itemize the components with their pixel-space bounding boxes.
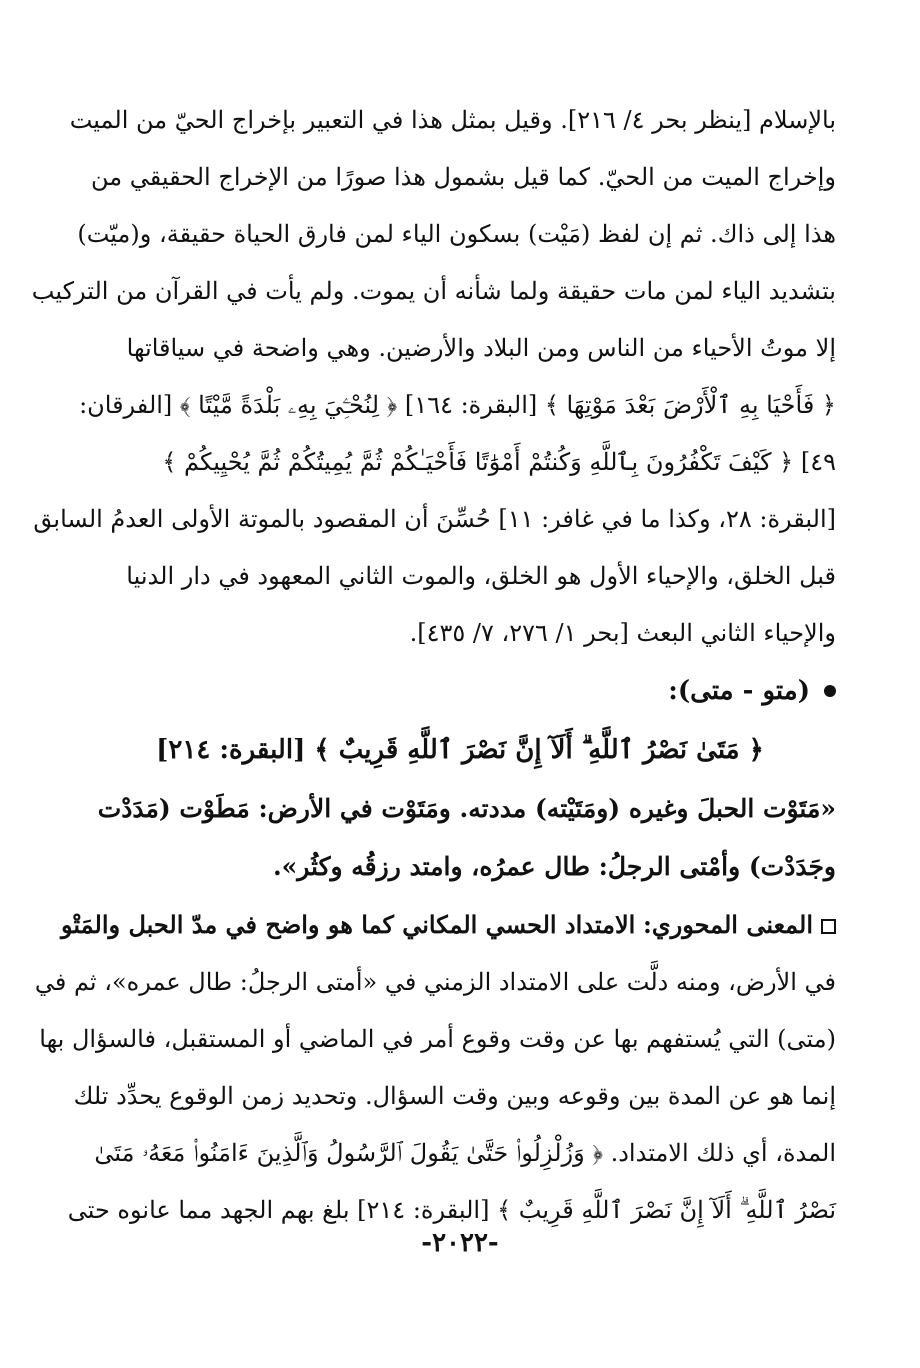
- text-line: إنما هو عن المدة بين وقوعه وبين وقت السؤال. وتحديد زمن الوقوع يحدِّد تلك: [73, 1082, 836, 1110]
- section-label: المعنى المحوري:: [642, 910, 813, 939]
- text-line: في الأرض، ومنه دلَّت على الامتداد الزمني في «أمتى الرجلُ: طال عمره»، ثم في: [34, 968, 836, 996]
- text-line-bold: الامتداد الحسي المكاني كما هو واضح في مدّ الحبل والمَتْو: [61, 910, 636, 939]
- verse-quote: ﴿ مَتَىٰ نَصْرُ ٱللَّهِ ۗ أَلَآ إِنَّ نَصْرَ ٱللَّهِ قَرِيبٌ ﴾ [البقرة: ٢١٤]: [156, 735, 764, 765]
- text-line: هذا إلى ذاك. ثم إن لفظ (مَيْت) بسكون الياء لمن فارق الحياة حقيقة، و(ميّت): [77, 220, 836, 248]
- text-line: [61, 896, 836, 954]
- text-line: ﴿ فَأَحْيَا بِهِ ٱلْأَرْضَ بَعْدَ مَوْتِهَا ﴾ [البقرة: ١٦٤] ﴿ لِنُحْـِۧيَ بِهِۦ بَلْدَةً مَّيْتًا ﴾ [الفرقان:: [79, 391, 836, 419]
- text-line: (متى) التي يُستفهم بها عن وقت وقوع أمر في الماضي أو المستقبل، فالسؤال بها: [39, 1025, 836, 1053]
- entry-heading-text: (متو - متى):: [668, 676, 810, 706]
- page-number: -٢٠٢٢-: [421, 1228, 499, 1258]
- text-line: «مَتَوْت الحبلَ وغيره (ومَتَيْته) مددته. ومَتَوْت في الأرض: مَطَوْت (مَدَدْت: [97, 794, 836, 823]
- text-line: [البقرة: ٢٨، وكذا ما في غافر: ١١] حُسِّنَ أن المقصود بالموتة الأولى العدمُ السابق: [33, 505, 836, 533]
- text-line: ٤٩] ﴿ كَيْفَ تَكْفُرُونَ بِٱللَّهِ وَكُنتُمْ أَمْوَٰتًا فَأَحْيَـٰكُمْ ثُمَّ يُمِيتُكُمْ ثُمَّ يُحْيِيكُمْ ﴾: [162, 448, 836, 476]
- text-line: نَصْرُ ٱللَّهِ ۗ أَلَآ إِنَّ نَصْرَ ٱللَّهِ قَرِيبٌ ﴾ [البقرة: ٢١٤] بلغ بهم الجهد مما عانوه حتى: [67, 1196, 836, 1224]
- square-bullet-icon: [821, 919, 836, 934]
- bullet-icon: [824, 685, 836, 697]
- lexical-definition: [84, 780, 836, 896]
- text-line: بتشديد الياء لمن مات حقيقة ولما شأنه أن يموت. ولم يأت في القرآن من التركيب: [31, 277, 836, 305]
- text-line: قبل الخلق، والإحياء الأول هو الخلق، والموت الثاني المعهود في دار الدنيا: [126, 562, 836, 590]
- entry-heading: [84, 662, 836, 720]
- text-line: وإخراج الميت من الحيّ. كما قيل بشمول هذا صورًا من الإخراج الحقيقي من: [90, 163, 836, 191]
- text-line: المدة، أي ذلك الامتداد. ﴿ وَزُلْزِلُوا۟ حَتَّىٰ يَقُولَ ٱلرَّسُولُ وَٱلَّذِينَ ءَامَنُوا۟ مَعَهُۥ مَتَىٰ: [94, 1139, 836, 1167]
- text-line: وجَدَدْت) وأمْتى الرجلُ: طال عمرُه، وامتد رزقُه وكثُر».: [272, 852, 836, 881]
- text-line: بالإسلام [ينظر بحر ٤/ ٢١٦]. وقيل بمثل هذا في التعبير بإخراج الحيّ من الميت: [69, 106, 836, 134]
- paragraph-core-meaning: [34, 896, 836, 1239]
- text-line: إلا موتُ الأحياء من الناس ومن البلاد والأرضين. وهي واضحة في سياقاتها: [126, 334, 836, 362]
- paragraph-intro: [31, 92, 836, 662]
- text-line: والإحياء الثاني البعث [بحر ١/ ٢٧٦، ٧/ ٤٣٥].: [409, 619, 836, 647]
